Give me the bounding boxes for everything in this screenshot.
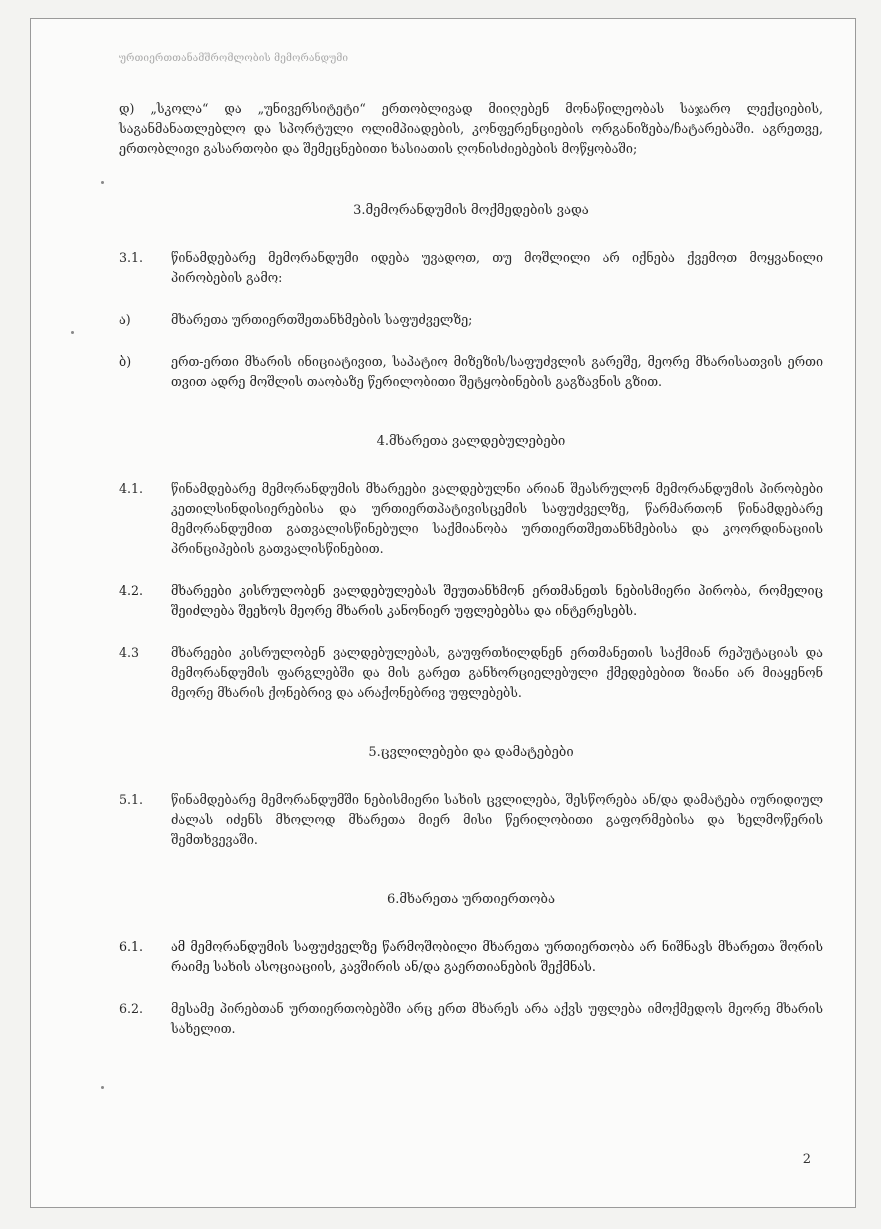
clause-text: წინამდებარე მემორანდუმის მხარეები ვალდებულნი არიან შეასრულონ მემორანდუმის პირობები კეთილსინდისიერებისა და ურთიერთპატივისცემის საფუძველზე, წარმართონ წინამდებარე მემორანდუმით გათვალისწინებული საქმიანობა ურთიერთშეთანხმებისა და კოორდინაციის პრინციპების გათვალისწინებით. [171, 481, 823, 556]
clause-item [119, 479, 823, 559]
section-heading: 6.მხარეთა ურთიერთობა [387, 892, 555, 907]
clause-text: მხარეები კისრულობენ ვალდებულებას, გაუფრთხილდნენ ერთმანეთის საქმიან რეპუტაციას და მემორანდუმის ფარგლებში და მის გარეთ განხორციელებული ქმედებებით ზიანი არ მიაყენონ მეორე მხარის ქონებრივ და არაქონებრივ უფლებებს. [171, 645, 823, 700]
clause-text: ამ მემორანდუმის საფუძველზე წარმოშობილი მხარეთა ურთიერთობა არ ნიშნავს მხარეთა შორის რაიმე სახის ასოციაციის, კავშირის ან/და გაერთიანების შექმნას. [171, 939, 823, 974]
clause-number: 4.3 [119, 645, 140, 660]
clause-text: ერთ-ერთი მხარის ინიციატივით, საპატიო მიზეზის/საფუძვლის გარეშე, მეორე მხარისათვის ერთი თვით ადრე მოშლის თაობაზე წერილობითი შეტყობინების გაგზავნის გზით. [171, 354, 823, 389]
clause-text: მხარეთა ურთიერთშეთანხმების საფუძველზე; [171, 312, 473, 327]
document-page [30, 18, 856, 1208]
section-6 [119, 892, 823, 1039]
clause-text: მესამე პირებთან ურთიერთობებში არც ერთ მხარეს არა აქვს უფლება იმოქმედოს მეორე მხარის სახელით. [171, 1001, 823, 1036]
clause-item [119, 310, 823, 330]
clause-number: 6.1. [119, 939, 144, 954]
clause-number: ა) [119, 312, 131, 327]
clause-item [119, 643, 823, 703]
clause-item [119, 937, 823, 977]
section-heading: 4.მხარეთა ვალდებულებები [376, 434, 566, 449]
section-4 [119, 434, 823, 703]
scan-speck [101, 1086, 104, 1089]
clause-number: ბ) [119, 354, 132, 369]
page-number: 2 [802, 1152, 811, 1167]
clause-number: 6.2. [119, 1001, 144, 1016]
clause-item [119, 352, 823, 392]
clause-number: 3.1. [119, 250, 144, 265]
section-heading: 3.მემორანდუმის მოქმედების ვადა [353, 203, 589, 218]
section-3 [119, 203, 823, 392]
intro-paragraph: დ) „სკოლა“ და „უნივერსიტეტი“ ერთობლივად მიიღებენ მონაწილეობას საჯარო ლექციების, საგანმანათლებლო და სპორტული ოლიმპიადების, კონფერენციების ორგანიზება/ჩატარებაში. აგრეთვე, ერთობლივი გასართობი და შემეცნებითი ხასიათის ღონისძიებების მოწყობაში; [119, 101, 823, 156]
document-body [119, 99, 823, 1061]
scan-speck [101, 181, 104, 184]
clause-text: მხარეები კისრულობენ ვალდებულებას შეუთანხმონ ერთმანეთს ნებისმიერი პირობა, რომელიც შეიძლება შეეხოს მეორე მხარის კანონიერ უფლებებსა და ინტერესებს. [171, 583, 823, 618]
clause-number: 4.2. [119, 583, 144, 598]
clause-item [119, 999, 823, 1039]
clause-item [119, 248, 823, 288]
scan-speck [71, 331, 74, 334]
clause-number: 5.1. [119, 792, 144, 807]
clause-text: წინამდებარე მემორანდუმში ნებისმიერი სახის ცვლილება, შესწორება ან/და დამატება იურიდიულ ძალას იძენს მხოლოდ მხარეთა მიერ მისი წერილობითი გაფორმებისა და ხელმოწერის შემთხვევაში. [171, 792, 823, 847]
running-header: ურთიერთთანამშრომლობის მემორანდუმი [119, 53, 349, 64]
clause-item [119, 790, 823, 850]
section-5 [119, 745, 823, 850]
clause-text: წინამდებარე მემორანდუმი იდება უვადოთ, თუ მოშლილი არ იქნება ქვემოთ მოყვანილი პირობების გამო: [171, 250, 823, 285]
clause-item [119, 581, 823, 621]
clause-number: 4.1. [119, 481, 144, 496]
section-heading: 5.ცვლილებები და დამატებები [368, 745, 574, 760]
